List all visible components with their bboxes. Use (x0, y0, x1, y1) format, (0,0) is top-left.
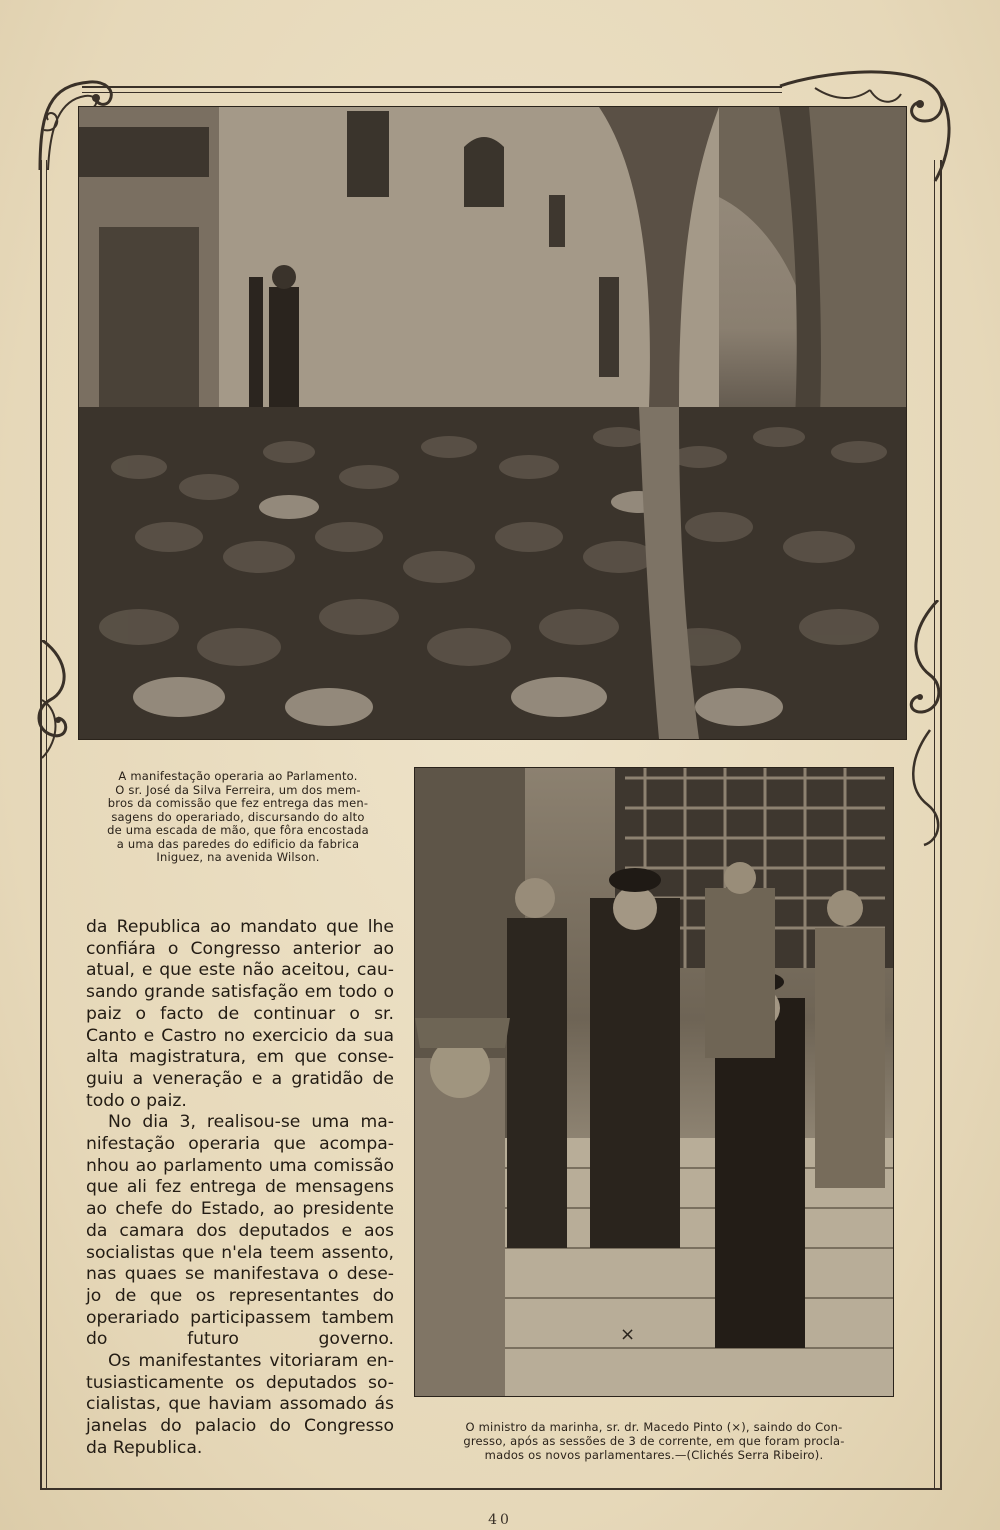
caption-bottom-line: O ministro da marinha, sr. dr. Macedo Pinto (×), saindo do Con- (465, 1420, 843, 1434)
text-line: da Republica ao mandato que lhe (86, 917, 394, 937)
frame-left-rule (40, 160, 42, 1490)
text-line: da Republica. (86, 1437, 203, 1458)
text-line: nhou ao parlamento uma comissão (86, 1155, 394, 1176)
caption-top-line: de uma escada de mão, que fôra encostada (107, 823, 369, 837)
caption-top-line: bros da comissão que fez entrega das men- (107, 796, 369, 810)
photo-minister-leaving-congress (414, 767, 894, 1397)
text-line: No dia 3, realisou-se uma ma- (108, 1112, 394, 1133)
text-line: guiu a veneração e a gratidão de (86, 1068, 394, 1089)
text-line: confiára o Congresso anterior ao (86, 938, 394, 959)
page-number: 40 (488, 1512, 512, 1528)
text-line: ao chefe do Estado, ao presidente (86, 1199, 394, 1220)
article-paragraph (86, 1351, 394, 1460)
caption-top-line: O sr. José da Silva Ferreira, um dos mem- (115, 782, 361, 797)
caption-bottom-line: gresso, após as sessões de 3 de corrente, em que foram procla- (463, 1434, 845, 1448)
caption-bottom-photo (412, 1420, 896, 1462)
photo-workers-demonstration (78, 106, 907, 740)
article-paragraph (86, 1112, 394, 1351)
text-line: que ali fez entrega de mensagens (86, 1177, 394, 1198)
text-line: operariado participassem tambem (86, 1307, 394, 1328)
caption-top-photo (82, 770, 394, 865)
text-line: alta magistratura, em que conse- (86, 1047, 394, 1068)
article-body (86, 917, 394, 1460)
text-line: paiz o facto de continuar o sr. (86, 1003, 394, 1024)
frame-bottom-rule (40, 1488, 942, 1490)
text-line: da camara dos deputados e aos (86, 1220, 394, 1241)
text-line: do futuro governo. (86, 1329, 394, 1350)
caption-top-line: Iniguez, na avenida Wilson. (156, 850, 320, 864)
cross-marker: × (620, 1324, 636, 1345)
text-line: atual, e que este não aceitou, cau- (86, 960, 394, 981)
text-line: Os manifestantes vitoriaram en- (108, 1351, 394, 1372)
caption-top-line: A manifestação operaria ao Parlamento. (118, 769, 358, 783)
text-line: tusiasticamente os deputados so- (86, 1372, 394, 1393)
text-line: jo de que os representantes do (86, 1285, 394, 1306)
text-line: nas quaes se manifestava o dese- (86, 1264, 394, 1285)
text-line: nifestação operaria que acompa- (86, 1134, 394, 1155)
side-scroll-ornament-right (900, 600, 950, 850)
caption-bottom-line: mados os novos parlamentares.—(Clichés Serra Ribeiro). (484, 1448, 824, 1462)
text-line: sando grande satisfação em todo o (86, 982, 394, 1003)
caption-top-line: sagens do operariado, discursando do alto (111, 809, 365, 824)
caption-top-line: a uma das paredes do edificio da fabrica (116, 836, 360, 851)
text-line: cialistas, que haviam assomado ás (86, 1394, 394, 1415)
frame-top-rule (82, 86, 782, 88)
frame-top-rule-inner (82, 92, 782, 93)
text-line: socialistas que n'ela teem assento, (86, 1242, 394, 1263)
text-line: janelas do palacio do Congresso (86, 1416, 394, 1437)
frame-left-rule-inner (46, 160, 47, 1490)
text-line: Canto e Castro no exercicio da sua (86, 1025, 394, 1046)
article-paragraph (86, 917, 394, 1112)
side-scroll-ornament-left (30, 640, 76, 760)
text-line: todo o paiz. (86, 1090, 187, 1111)
